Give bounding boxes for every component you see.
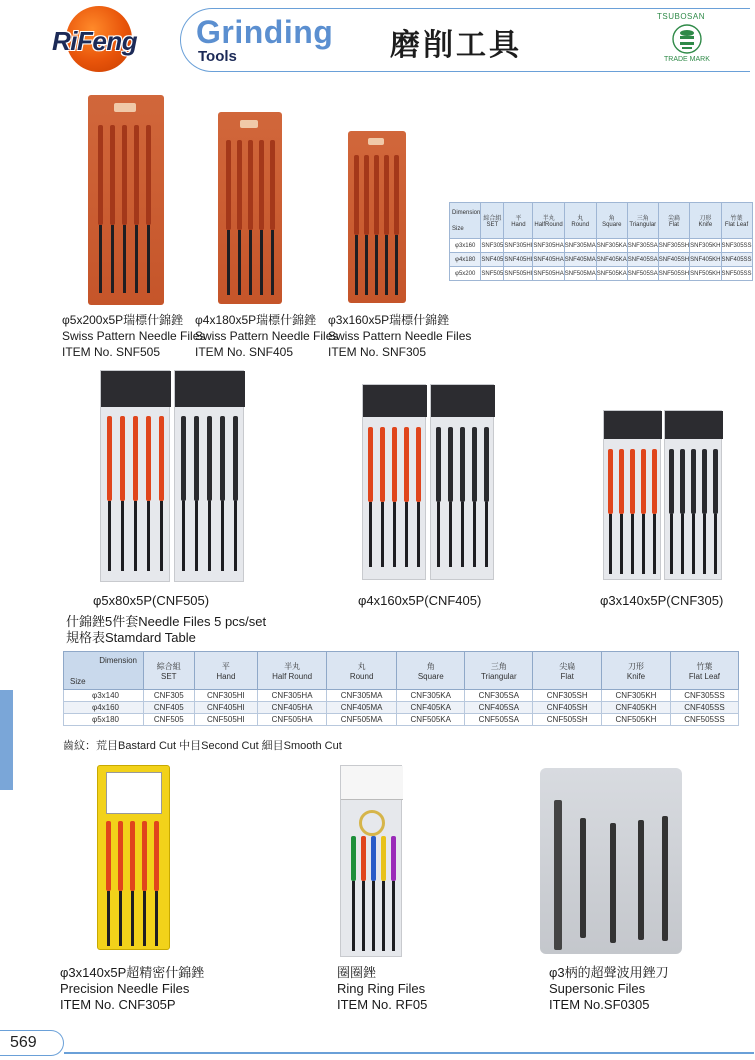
product-image-cnf305-b — [664, 410, 722, 580]
product-caption-snf505: φ5x200x5P瑞標什錦銼 Swiss Pattern Needle Files ITEM No. SNF505 — [62, 313, 206, 359]
page-title-chinese: 磨削工具 — [390, 28, 522, 63]
product-image-cnf305p — [97, 765, 170, 950]
product-image-rf05 — [340, 765, 402, 957]
table-header-dimension: Dimension Size — [64, 652, 144, 690]
trademark-brand: TSUBOSAN — [657, 12, 706, 21]
product-image-snf505 — [88, 95, 164, 305]
product-image-cnf505-b — [174, 370, 244, 582]
product-image-snf305 — [348, 131, 406, 303]
table-row: φ5x200 SNF505 SNF505HI SNF505HA SNF505MA SNF505KA SNF505SA SNF505SH SNF505KH SNF505SS — [450, 267, 753, 281]
table-row: φ3x160 SNF305 SNF305HI SNF305HA SNF305MA SNF305KA SNF305SA SNF305SH SNF305KH SNF305SS — [450, 239, 753, 253]
cut-notes: 齒紋：荒目Bastard Cut 中目Second Cut 細目Smooth Cut — [63, 740, 342, 752]
product-caption-sf0305: φ3柄的超聲波用銼刀 Supersonic Files ITEM No.SF0305 — [549, 965, 669, 1012]
product-label-cnf305: φ3x140x5P(CNF305) — [600, 593, 724, 608]
product-image-snf405 — [218, 112, 282, 304]
snf-spec-table: Dimension Size 綜合組 SET 平 Hand 半丸 HalfRound 丸 Round 角 Square 三角 Triangular 尖扁 Flat 刀形 Knife 竹葉 Flat Leaf φ3x160 SNF305 SNF305HI SNF305HA SNF305MA SNF305KA SNF305SA SNF305SH SNF305KH SNF305SS φ4x180 SNF405 SNF405HI SNF405HA SNF405MA SNF405KA SNF405SA SNF405SH SNF405KH SNF405SS φ5x200 SNF505 SNF505HI SNF505HA SNF505MA SNF505KA SNF505SA SNF505SH SNF505KH SNF505SS — [449, 202, 753, 281]
page-number: 569 — [10, 1034, 37, 1051]
page-subtitle: Tools — [198, 48, 237, 65]
table-header-dimension: Dimension Size — [450, 203, 481, 239]
trademark-label: TRADE MARK — [664, 56, 710, 63]
product-caption-cnf305p: φ3x140x5P超精密什錦銼 Precision Needle Files ITEM No. CNF305P — [60, 965, 205, 1012]
product-caption-rf05: 圈圈銼 Ring Ring Files ITEM No. RF05 — [337, 965, 428, 1012]
product-caption-snf405: φ4x180x5P瑞標什錦銼 Swiss Pattern Needle Files ITEM No. SNF405 — [195, 313, 339, 359]
product-image-cnf505-a — [100, 370, 170, 582]
footer-rule — [64, 1052, 754, 1054]
brand-logo: RiFeng — [52, 26, 138, 56]
table-row: φ4x160 CNF405 CNF405HI CNF405HA CNF405MA CNF405KA CNF405SA CNF405SH CNF405KH CNF405SS — [64, 702, 739, 714]
product-image-cnf405-b — [430, 384, 494, 580]
product-label-cnf505: φ5x80x5P(CNF505) — [93, 593, 210, 608]
table-row: φ3x140 CNF305 CNF305HI CNF305HA CNF305MA CNF305KA CNF305SA CNF305SH CNF305KH CNF305SS — [64, 690, 739, 702]
page-title: Grinding — [196, 14, 334, 50]
product-label-cnf405: φ4x160x5P(CNF405) — [358, 593, 482, 608]
product-image-cnf305-a — [603, 410, 661, 580]
section-table-title: 規格表Stamdard Table — [66, 630, 196, 645]
table-row: φ5x180 CNF505 CNF505HI CNF505HA CNF505MA CNF505KA CNF505SA CNF505SH CNF505KH CNF505SS — [64, 714, 739, 726]
product-image-sf0305 — [540, 768, 682, 954]
product-caption-snf305: φ3x160x5P瑞標什錦銼 Swiss Pattern Needle Files ITEM No. SNF305 — [328, 313, 472, 359]
table-row: φ4x180 SNF405 SNF405HI SNF405HA SNF405MA SNF405KA SNF405SA SNF405SH SNF405KH SNF405SS — [450, 253, 753, 267]
cnf-spec-table: Dimension Size 綜合組 SET 平 Hand 半丸 Half Round 丸 Round 角 Square 三角 Triangular 尖扁 Flat 刀形 Knife 竹葉 Flat Leaf φ3x140 CNF305 CNF305HI CNF305HA CNF305MA CNF305KA CNF305SA CNF305SH CNF305KH CNF305SS φ4x160 CNF405 CNF405HI CNF405HA CNF405MA CNF405KA CNF405SA CNF405SH CNF405KH CNF405SS φ5x180 CNF505 CNF505HI CNF505HA CNF505MA CNF505KA CNF505SA CNF505SH CNF505KH CNF505SS — [63, 651, 739, 726]
section-set-title: 什錦銼5件套Needle Files 5 pcs/set — [66, 614, 267, 629]
product-image-cnf405-a — [362, 384, 426, 580]
side-tab — [0, 690, 13, 790]
